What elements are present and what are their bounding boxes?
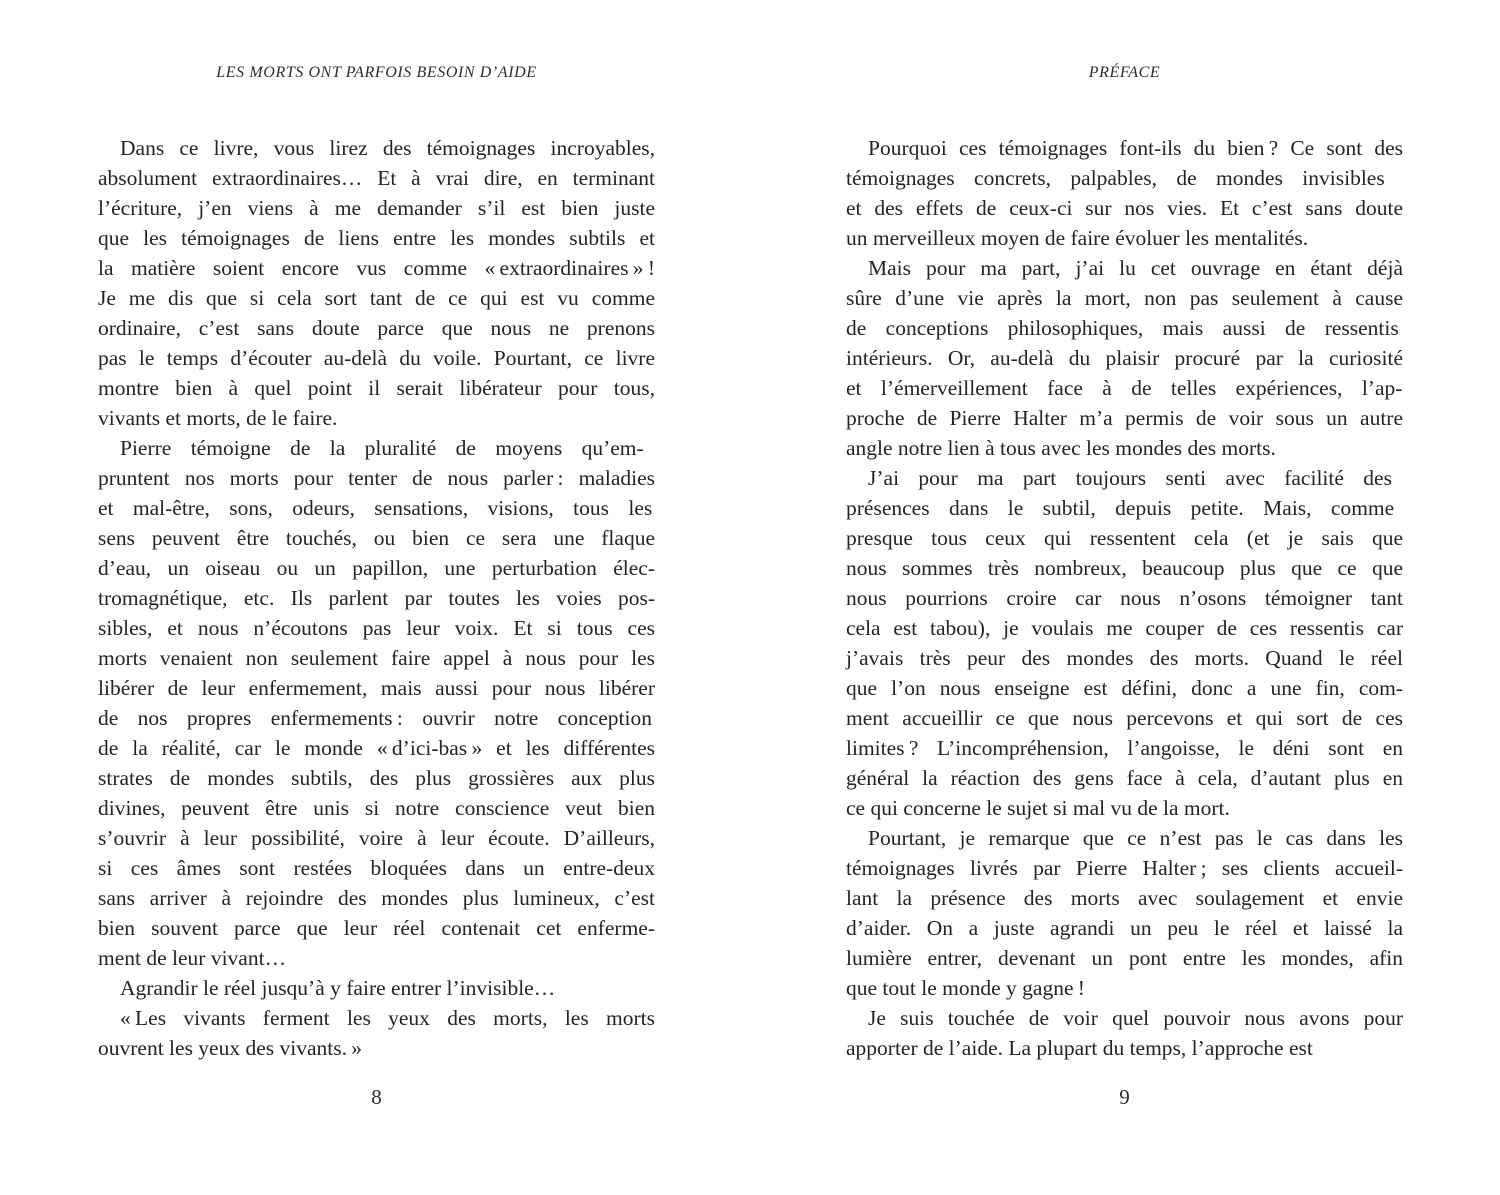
text-line: Pierre témoigne de la pluralité de moyens qu’em- [120, 436, 644, 460]
text-line: que les témoignages de liens entre les mondes subtils et [98, 226, 655, 250]
text-line: Agrandir le réel jusqu’à y faire entrer l’invisible… [120, 976, 556, 1000]
text-line: général la réaction des gens face à cela, d’autant plus en [846, 766, 1403, 790]
text-line: ce qui concerne le sujet si mal vu de la mort. [846, 796, 1230, 820]
text-line: ouvrent les yeux des vivants. » [98, 1036, 363, 1060]
text-line: vivants et morts, de le faire. [98, 406, 338, 430]
page-number-right: 9 [1119, 1085, 1130, 1109]
text-line: presque tous ceux qui ressentent cela (et je sais que [846, 526, 1403, 550]
page-number-left: 8 [371, 1085, 382, 1109]
text-line: « Les vivants ferment les yeux des morts, les morts [120, 1006, 655, 1030]
text-line: l’écriture, j’en viens à me demander s’il est bien juste [98, 196, 655, 220]
text-line: présences dans le subtil, depuis petite. Mais, comme [846, 496, 1395, 520]
text-line: divines, peuvent être unis si notre conscience veut bien [98, 796, 655, 820]
text-line: Je me dis que si cela sort tant de ce qui est vu comme [98, 286, 655, 310]
text-line: J’ai pour ma part toujours senti avec facilité des [868, 466, 1392, 490]
text-line: angle notre lien à tous avec les mondes des morts. [846, 436, 1276, 460]
text-line: témoignages concrets, palpables, de mondes invisibles [846, 166, 1385, 190]
text-line: Pourtant, je remarque que ce n’est pas le cas dans les [868, 826, 1403, 850]
text-line: proche de Pierre Halter m’a permis de voir sous un autre [846, 406, 1403, 430]
text-line: Je suis touchée de voir quel pouvoir nous avons pour [868, 1006, 1403, 1030]
text-line: de conceptions philosophiques, mais aussi de ressentis [846, 316, 1399, 340]
text-line: sans arriver à rejoindre des mondes plus lumineux, c’est [98, 886, 655, 910]
text-line: absolument extraordinaires… Et à vrai dire, en terminant [98, 166, 655, 190]
text-line: d’aider. On a juste agrandi un peu le réel et laissé la [846, 916, 1403, 940]
text-line: j’avais très peur des mondes des morts. Quand le réel [846, 646, 1403, 670]
text-line: et des effets de ceux-ci sur nos vies. Et c’est sans doute [846, 196, 1403, 220]
text-line: ordinaire, c’est sans doute parce que nous ne prenons [98, 316, 655, 340]
text-line: que tout le monde y gagne ! [846, 976, 1085, 1000]
running-header-left: LES MORTS ONT PARFOIS BESOIN D’AIDE [216, 64, 537, 81]
running-header-right: PRÉFACE [1088, 64, 1161, 81]
text-line: pas le temps d’écouter au-delà du voile. Pourtant, ce livre [98, 346, 655, 370]
text-line: si ces âmes sont restées bloquées dans un entre-deux [98, 856, 655, 880]
text-line: de nos propres enfermements : ouvrir notre conception [98, 706, 652, 730]
text-line: s’ouvrir à leur possibilité, voire à leur écoute. D’ailleurs, [98, 826, 655, 850]
left-page [98, 63, 655, 1153]
text-line: et mal-être, sons, odeurs, sensations, visions, tous les [98, 496, 653, 520]
text-line: d’eau, un oiseau ou un papillon, une perturbation élec- [98, 556, 655, 580]
text-line: un merveilleux moyen de faire évoluer les mentalités. [846, 226, 1309, 250]
text-line: tromagnétique, etc. Ils parlent par toutes les voies pos- [98, 586, 655, 610]
text-line: et l’émerveillement face à de telles expériences, l’ap- [846, 376, 1403, 400]
text-line: libérer de leur enfermement, mais aussi pour nous libérer [98, 676, 655, 700]
text-line: sens peuvent être touchés, ou bien ce sera une flaque [98, 526, 655, 550]
text-line: pruntent nos morts pour tenter de nous parler : maladies [98, 466, 655, 490]
text-line: intérieurs. Or, au-delà du plaisir procuré par la curiosité [846, 346, 1403, 370]
text-line: Dans ce livre, vous lirez des témoignages incroyables, [120, 136, 655, 160]
text-line: bien souvent parce que leur réel contenait cet enferme- [98, 916, 655, 940]
text-line: sûre d’une vie après la mort, non pas seulement à cause [846, 286, 1403, 310]
text-line: nous pourrions croire car nous n’osons témoigner tant [846, 586, 1403, 610]
text-line: apporter de l’aide. La plupart du temps, l’approche est [846, 1036, 1313, 1060]
text-line: lant la présence des morts avec soulagement et envie [846, 886, 1403, 910]
text-line: ment accueillir ce que nous percevons et qui sort de ces [846, 706, 1403, 730]
right-page [846, 63, 1403, 1153]
text-line: morts venaient non seulement faire appel à nous pour les [98, 646, 655, 670]
text-line: témoignages livrés par Pierre Halter ; ses clients accueil- [846, 856, 1403, 880]
text-line: lumière entrer, devenant un pont entre les mondes, afin [846, 946, 1403, 970]
text-line: que l’on nous enseigne est défini, donc a une fin, com- [846, 676, 1403, 700]
page-body [846, 133, 1403, 1063]
text-line: la matière soient encore vus comme « extraordinaires » ! [98, 256, 655, 280]
text-line: de la réalité, car le monde « d’ici-bas » et les différentes [98, 736, 655, 760]
text-line: limites ? L’incompréhension, l’angoisse, le déni sont en [846, 736, 1403, 760]
text-line: strates de mondes subtils, des plus grossières aux plus [98, 766, 655, 790]
text-line: montre bien à quel point il serait libérateur pour tous, [98, 376, 655, 400]
text-line: sibles, et nous n’écoutons pas leur voix. Et si tous ces [98, 616, 655, 640]
text-line: Pourquoi ces témoignages font-ils du bien ? Ce sont des [868, 136, 1403, 160]
text-line: ment de leur vivant… [98, 946, 287, 970]
text-line: cela est tabou), je voulais me couper de ces ressentis car [846, 616, 1403, 640]
text-line: nous sommes très nombreux, beaucoup plus que ce que [846, 556, 1403, 580]
page-body [98, 133, 655, 1063]
text-line: Mais pour ma part, j’ai lu cet ouvrage en étant déjà [868, 256, 1403, 280]
